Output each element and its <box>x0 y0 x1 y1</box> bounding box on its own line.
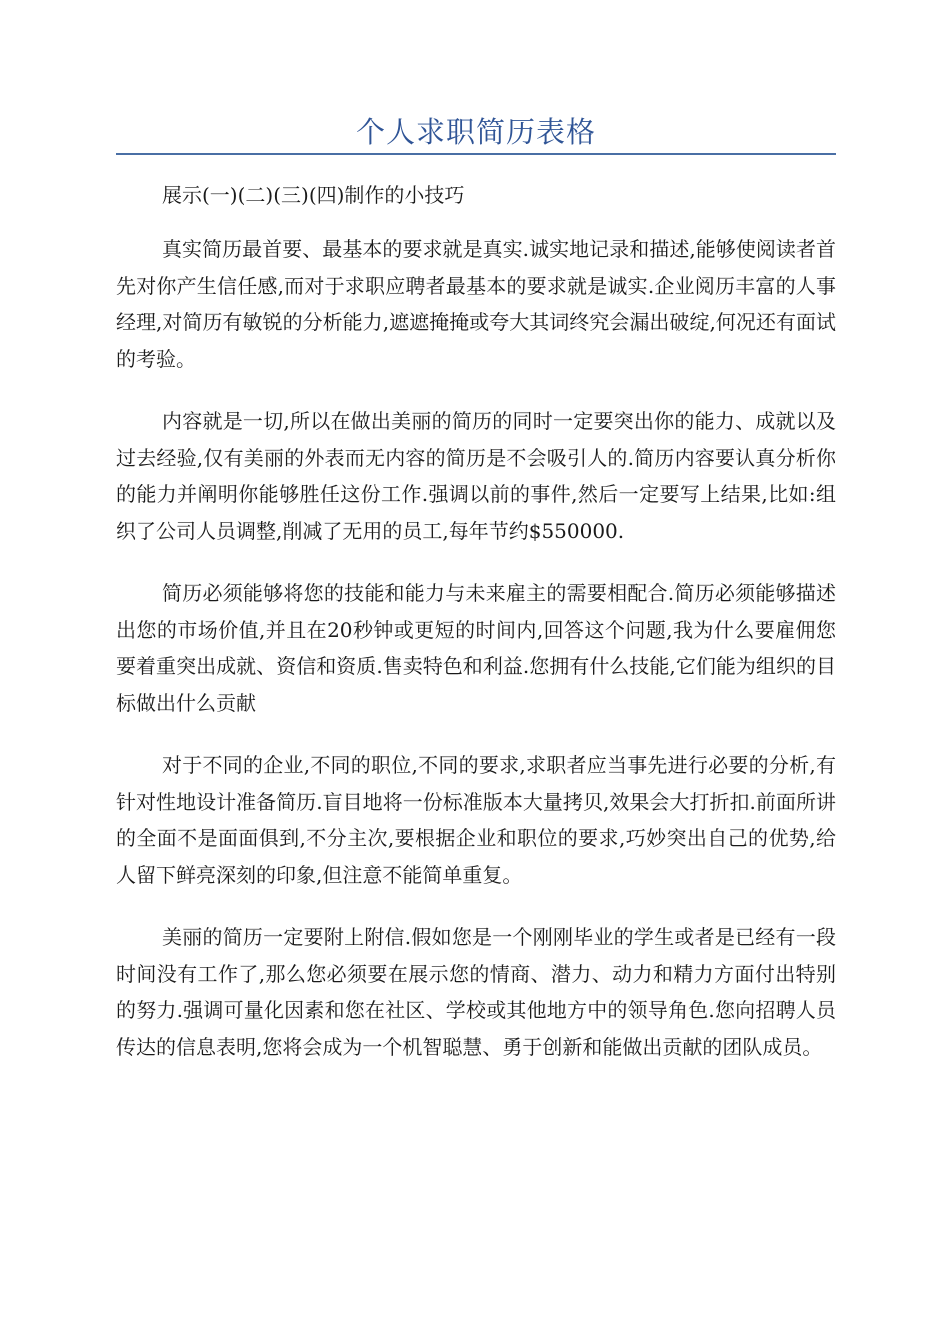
document-page <box>116 112 836 1065</box>
document-subtitle: 展示(一)(二)(三)(四)制作的小技巧 <box>162 183 465 207</box>
paragraph-targeting: 对于不同的企业,不同的职位,不同的要求,求职者应当事先进行必要的分析,有针对性地设计准备简历.盲目地将一份标准版本大量拷贝,效果会大打折扣.前面所讲的全面不是面面俱到,不分主次,要根据企业和职位的要求,巧妙突出自己的优势,给人留下鲜亮深刻的印象,但注意不能简单重复。 <box>116 753 836 887</box>
paragraph-skills-match: 简历必须能够将您的技能和能力与未来雇主的需要相配合.简历必须能够描述出您的市场价值,并且在20秒钟或更短的时间内,回答这个问题,我为什么要雇佣您要着重突出成就、资信和资质.售卖特色和利益.您拥有什么技能,它们能为组织的目标做出什么贡献 <box>116 581 836 715</box>
paragraph-authenticity: 真实简历最首要、最基本的要求就是真实.诚实地记录和描述,能够使阅读者首先对你产生信任感,而对于求职应聘者最基本的要求就是诚实.企业阅历丰富的人事经理,对简历有敏锐的分析能力,遮遮掩掩或夸大其词终究会漏出破绽,何况还有面试的考验。 <box>116 237 836 371</box>
title-underline <box>116 153 836 155</box>
paragraph-cover-letter: 美丽的简历一定要附上附信.假如您是一个刚刚毕业的学生或者是已经有一段时间没有工作了,那么您必须要在展示您的情商、潜力、动力和精力方面付出特别的努力.强调可量化因素和您在社区、学校或其他地方中的领导角色.您向招聘人员传达的信息表明,您将会成为一个机智聪慧、勇于创新和能做出贡献的团队成员。 <box>116 925 836 1059</box>
document-title: 个人求职简历表格 <box>355 115 596 149</box>
paragraph-content: 内容就是一切,所以在做出美丽的简历的同时一定要突出你的能力、成就以及过去经验,仅有美丽的外表而无内容的简历是不会吸引人的.简历内容要认真分析你的能力并阐明你能够胜任这份工作.强调以前的事件,然后一定要写上结果,比如:组织了公司人员调整,削减了无用的员工,每年节约$550000. <box>116 409 836 543</box>
